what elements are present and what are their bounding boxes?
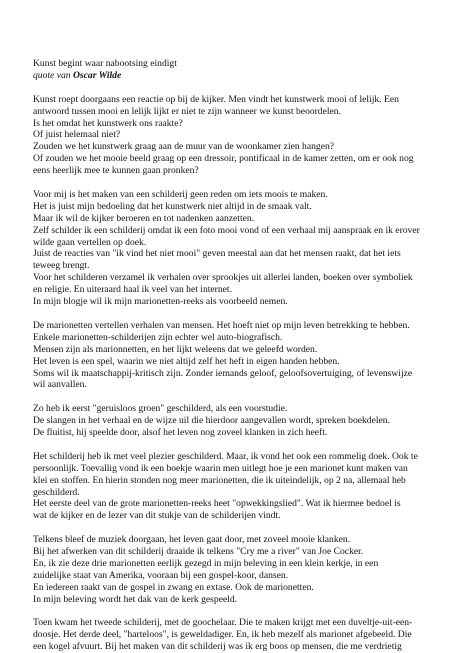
paragraph	[33, 617, 440, 653]
text-line: Het schilderij heb ik met veel plezier geschilderd. Maar, ik vond het ook een rommelig doek. Ook te	[33, 450, 418, 462]
text-line: Kunst roept doorgaans een reactie op bij de kijker. Men vindt het kunstwerk mooi of lelijk. Een	[33, 93, 399, 105]
paragraph	[33, 403, 440, 439]
text-line: een kogel afvuurt. Bij het maken van dit schilderij was ik erg boos op mensen, die me verdrietig	[33, 641, 402, 653]
text-line: persoonlijk. Toevallig vond ik een boekje waarin men uitlegt hoe je een marionet kunt maken van	[33, 462, 408, 474]
text-line: en religie. En uiteraard haal ik veel van het internet.	[33, 284, 232, 296]
text-line: Zo heb ik eerst "geruisloos groen" geschilderd, als een voorstudie.	[33, 403, 288, 415]
body-text	[33, 94, 440, 653]
text-line: Enkele marionetten-schilderijen zijn echter wel auto-biografisch.	[33, 331, 283, 343]
text-line: teweeg brengt.	[33, 260, 90, 272]
text-line: Is het omdat het kunstwerk ons raakte?	[33, 117, 183, 129]
text-line: De marionetten vertellen verhalen van mensen. Het hoeft niet op mijn leven betrekking te hebben.	[33, 319, 410, 331]
text-line: wil aanvallen.	[33, 379, 87, 391]
text-line: De fluitist, hij speelde door, alsof het leven nog zoveel klanken in zich heeft.	[33, 427, 328, 439]
text-line: geschilderd.	[33, 486, 80, 498]
text-line: eens heerlijk mee te kunnen gaan pronken?	[33, 165, 199, 177]
text-line: Voor het schilderen verzamel ik verhalen over sprookjes uit allerlei landen, boeken over symboliek	[33, 272, 413, 284]
text-line: Zouden we het kunstwerk graag aan de muur van de woonkamer zien hangen?	[33, 141, 335, 153]
paragraph	[33, 534, 440, 605]
text-line: Zelf schilder ik een schilderij omdat ik een foto mooi vond of een verhaal mij aanspraak en ik erover	[33, 224, 420, 236]
text-line: Maar ik wil de kijker beroeren en tot nadenken aanzetten.	[33, 212, 255, 224]
text-line: antwoord tussen mooi en lelijk lijkt er niet te zijn wanneer we kunst beoordelen.	[33, 105, 341, 117]
text-line: wilde gaan vertellen op doek.	[33, 236, 147, 248]
text-line: En, ik zie deze drie marionetten eerlijk gezegd in mijn beleving in een klein kerkje, in een	[33, 557, 379, 569]
text-line: Juist de reacties van "ik vind het niet mooi" geven meestal aan dat het mensen raakt, dat het iets	[33, 248, 401, 260]
heading-block	[33, 58, 440, 82]
text-line: Of juist helemaal niet?	[33, 129, 121, 141]
text-line: doosje. Het derde deel, "harteloos", is geweldadiger. En, ik heb mezelf als marionet afgebeeld. Die	[33, 629, 412, 641]
quote-author: Oscar Wilde	[72, 69, 122, 81]
text-line: Soms wil ik maatschappij-kritisch zijn. Zonder iemands geloof, geloofsovertuiging, of levenswijze	[33, 367, 413, 379]
text-line: Mensen zijn als marionnetten, en het lijkt weleens dat we geleefd worden.	[33, 343, 318, 355]
paragraph	[33, 94, 440, 177]
paragraph	[33, 320, 440, 391]
paragraph	[33, 189, 440, 308]
text-line: Toen kwam het tweede schilderij, met de goochelaar. Die te maken krijgt met een duveltje-uit-een-	[33, 617, 413, 629]
text-line: In mijn beleving wordt het dak van de kerk gespeeld.	[33, 593, 238, 605]
text-line: wat de kijker en de lezer van dit stukje van de schilderijen vindt.	[33, 510, 281, 522]
text-line: In mijn blogje wil ik mijn marionetten-reeks als voorbeeld nemen.	[33, 296, 288, 308]
text-line: En iedereen raakt van de gospel in zwang en extase. Ook de marionetten.	[33, 581, 314, 593]
text-line: Of zouden we het mooie beeld graag op een dressoir, pontificaal in de kamer zetten, om er ook nog	[33, 153, 414, 165]
text-line: Het is juist mijn bedoeling dat het kunstwerk niet altijd in de smaak valt.	[33, 200, 312, 212]
quote-prefix: quote van	[33, 69, 71, 81]
text-line: Het leven is een spel, waarin we niet altijd zelf het heft in eigen handen hebben.	[33, 355, 340, 367]
document-title: Kunst begint waar nabootsing eindigt	[33, 58, 177, 69]
text-line: Het eerste deel van de grote marionetten-reeks heet "opwekkingslied". Wat ik hiermee bedoel is	[33, 498, 401, 510]
text-line: Voor mij is het maken van een schilderij geen reden om iets moois te maken.	[33, 188, 328, 200]
quote-attribution	[33, 70, 440, 82]
paragraph	[33, 451, 440, 522]
text-line: zuidelijke staat van Amerika, vooraan bij een gospel-koor, dansen.	[33, 569, 289, 581]
text-line: klei en stoffen. En hierin stonden nog meer marionetten, die ik uiteindelijk, op 2 na, allemaal heb	[33, 474, 406, 486]
text-line: Bij het afwerken van dit schilderij draaide ik telkens "Cry me a river" van Joe Cocker.	[33, 546, 364, 558]
text-line: De slangen in het verhaal en de wijze uil die hierdoor aangevallen wordt, spreken boekdelen.	[33, 415, 390, 427]
text-line: Telkens bleef de muziek doorgaan, het leven gaat door, met zoveel mooie klanken.	[33, 534, 351, 546]
